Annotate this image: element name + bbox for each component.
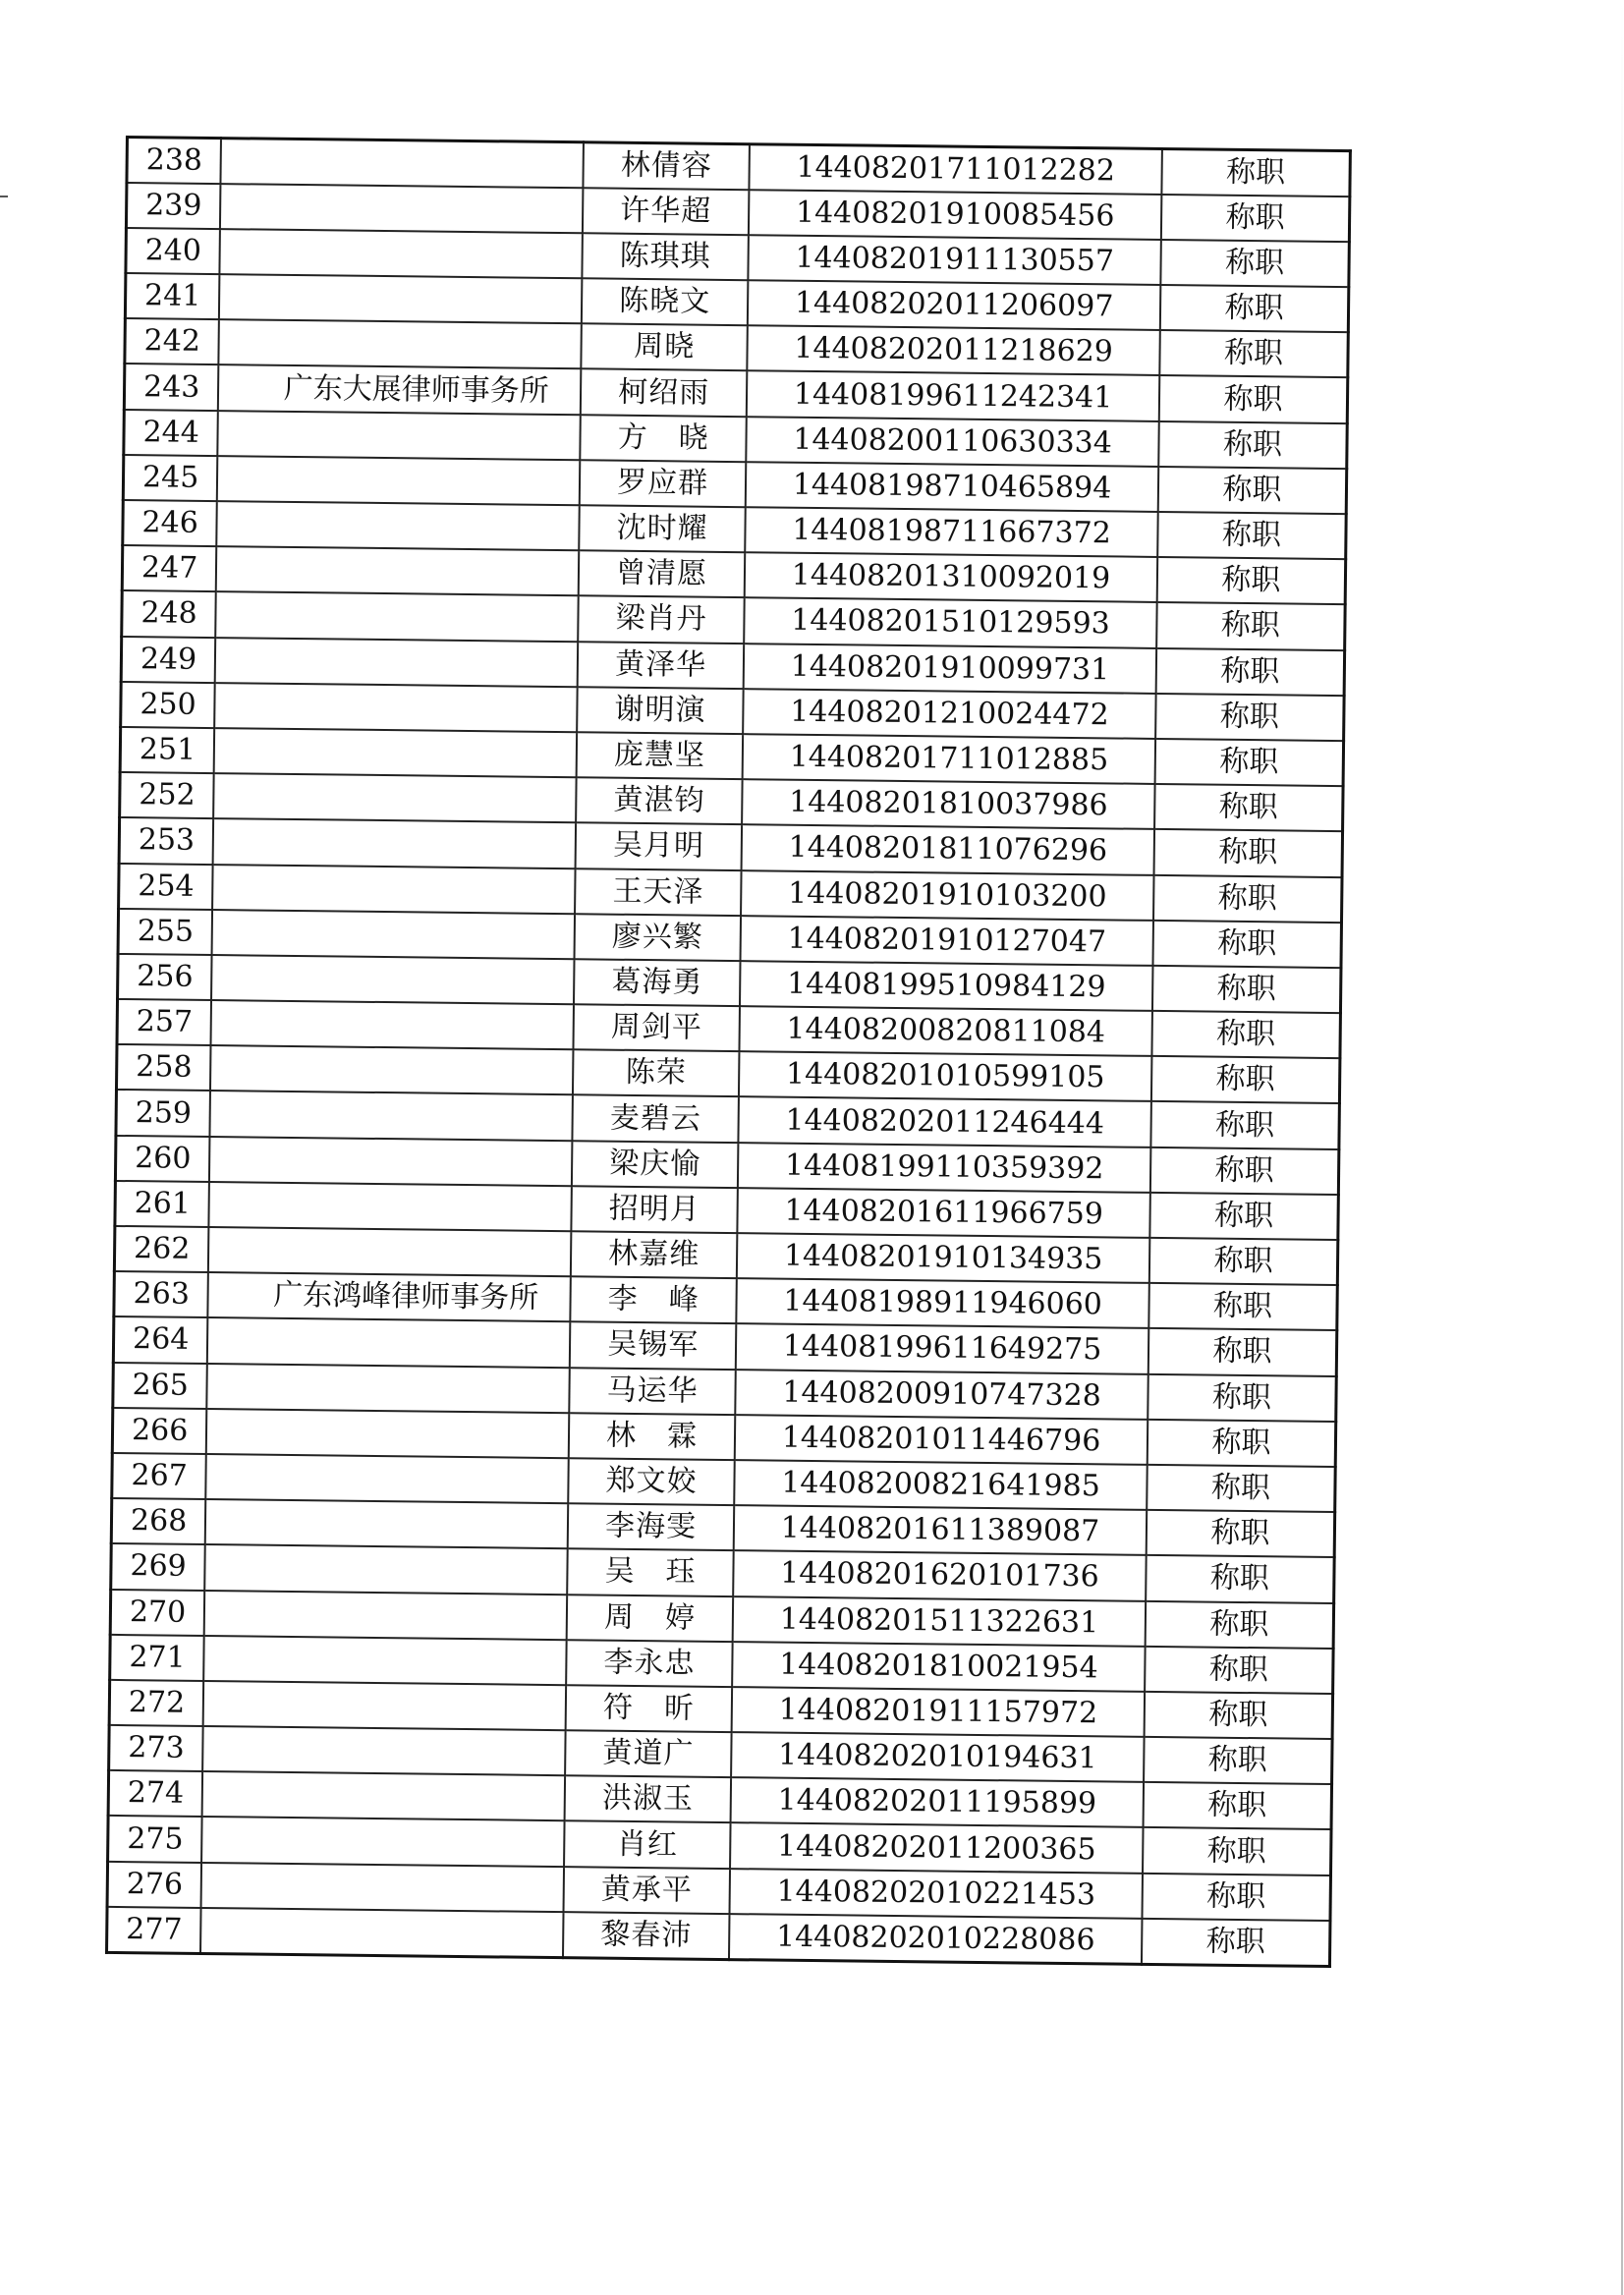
lawyer-name-cell: 黄泽华 xyxy=(578,642,745,689)
lawyer-name-cell: 马运华 xyxy=(569,1368,736,1415)
lawyer-name-cell: 周晓 xyxy=(581,324,748,371)
row-number-cell: 260 xyxy=(115,1136,209,1182)
assessment-result-cell: 称职 xyxy=(1153,874,1342,922)
assessment-result-cell: 称职 xyxy=(1144,1737,1332,1784)
license-number-cell: 14408198711667372 xyxy=(745,507,1157,557)
row-number-cell: 250 xyxy=(121,682,215,728)
license-number-cell: 14408201910103200 xyxy=(741,870,1153,921)
law-firm-cell xyxy=(208,1227,571,1276)
law-firm-cell: 广东鸿峰律师事务所 xyxy=(208,1272,571,1321)
row-number-cell: 261 xyxy=(115,1181,209,1227)
law-firm-cell xyxy=(216,546,579,595)
row-number-cell: 246 xyxy=(123,500,217,546)
law-firm-cell xyxy=(217,501,580,550)
assessment-result-cell: 称职 xyxy=(1143,1827,1331,1875)
page-edge-shadow xyxy=(1621,0,1623,2295)
row-number-cell: 268 xyxy=(111,1498,205,1544)
assessment-result-cell: 称职 xyxy=(1156,602,1345,649)
row-number-cell: 267 xyxy=(112,1453,206,1499)
row-number-cell: 251 xyxy=(120,727,214,773)
license-number-cell: 14408201811076296 xyxy=(742,824,1154,874)
law-firm-cell xyxy=(207,1317,570,1367)
lawyer-name-cell: 黄道广 xyxy=(565,1730,732,1777)
license-number-cell: 14408202010221453 xyxy=(730,1869,1143,1919)
license-number-cell: 14408201511322631 xyxy=(733,1596,1146,1647)
lawyer-name-cell: 洪淑玉 xyxy=(565,1775,732,1822)
row-number-cell: 239 xyxy=(126,183,220,229)
law-firm-cell xyxy=(203,1681,566,1730)
assessment-result-cell: 称职 xyxy=(1149,1193,1338,1240)
law-firm-cell xyxy=(211,1000,574,1049)
row-number-cell: 271 xyxy=(110,1635,204,1681)
lawyer-name-cell: 罗应群 xyxy=(580,460,747,507)
license-number-cell: 14408201911157972 xyxy=(732,1687,1145,1737)
law-firm-cell xyxy=(210,1045,573,1094)
assessment-result-cell: 称职 xyxy=(1159,330,1348,377)
license-number-cell: 14408201510129593 xyxy=(744,598,1156,648)
license-number-cell: 14408201010599105 xyxy=(739,1051,1151,1101)
lawyer-name-cell: 李永忠 xyxy=(566,1640,733,1687)
assessment-result-cell: 称职 xyxy=(1158,421,1347,469)
row-number-cell: 254 xyxy=(119,863,213,909)
license-number-cell: 14408201910099731 xyxy=(744,644,1156,694)
license-number-cell: 14408198710465894 xyxy=(746,462,1158,512)
law-firm-cell xyxy=(214,683,577,732)
assessment-result-cell: 称职 xyxy=(1148,1283,1337,1330)
row-number-cell: 266 xyxy=(112,1408,206,1454)
lawyer-name-cell: 梁庆愉 xyxy=(572,1141,739,1188)
law-firm-cell xyxy=(221,139,584,188)
lawyer-name-cell: 麦碧云 xyxy=(573,1095,740,1143)
assessment-result-cell: 称职 xyxy=(1148,1420,1336,1467)
law-firm-cell xyxy=(212,910,575,959)
margin-tick-mark xyxy=(0,196,8,197)
license-number-cell: 14408202011246444 xyxy=(739,1097,1151,1148)
row-number-cell: 253 xyxy=(119,817,213,864)
assessment-result-cell: 称职 xyxy=(1157,557,1346,604)
assessment-result-cell: 称职 xyxy=(1155,739,1344,786)
row-number-cell: 242 xyxy=(125,318,219,364)
lawyer-name-cell: 林倩容 xyxy=(584,142,751,190)
lawyer-name-cell: 黄湛钧 xyxy=(576,777,743,824)
assessment-result-cell: 称职 xyxy=(1150,1148,1339,1195)
assessment-result-cell: 称职 xyxy=(1153,829,1342,876)
license-number-cell: 14408201911130557 xyxy=(749,235,1161,285)
assessment-result-cell: 称职 xyxy=(1158,467,1347,514)
lawyer-name-cell: 林嘉维 xyxy=(571,1231,738,1278)
assessment-result-cell: 称职 xyxy=(1151,1056,1340,1103)
assessment-result-cell: 称职 xyxy=(1159,375,1348,422)
law-firm-cell xyxy=(204,1591,567,1640)
license-number-cell: 14408201711012885 xyxy=(743,734,1155,784)
license-number-cell: 14408201611389087 xyxy=(734,1505,1147,1555)
row-number-cell: 241 xyxy=(125,273,219,319)
row-number-cell: 277 xyxy=(107,1907,201,1953)
license-number-cell: 14408199611242341 xyxy=(747,371,1159,421)
license-number-cell: 14408201620101736 xyxy=(733,1550,1146,1600)
assessment-result-cell: 称职 xyxy=(1152,966,1341,1013)
license-number-cell: 14408201011446796 xyxy=(735,1415,1148,1465)
license-number-cell: 14408201611966759 xyxy=(738,1188,1150,1238)
lawyer-name-cell: 李海雯 xyxy=(568,1503,735,1550)
lawyer-name-cell: 陈晓文 xyxy=(582,278,749,325)
law-firm-cell xyxy=(217,456,580,505)
license-number-cell: 14408201810037986 xyxy=(742,779,1154,829)
law-firm-cell xyxy=(220,184,583,233)
row-number-cell: 270 xyxy=(110,1589,204,1635)
lawyer-name-cell: 庞慧坚 xyxy=(577,732,744,779)
license-number-cell: 14408200110630334 xyxy=(746,417,1158,467)
assessment-result-cell: 称职 xyxy=(1150,1101,1339,1148)
row-number-cell: 255 xyxy=(118,909,212,955)
license-number-cell: 14408202011206097 xyxy=(748,280,1160,330)
lawyer-name-cell: 许华超 xyxy=(583,188,750,235)
law-firm-cell xyxy=(209,1182,572,1231)
assessment-result-cell: 称职 xyxy=(1152,921,1341,968)
table-body xyxy=(107,138,1351,1967)
license-number-cell: 14408201810021954 xyxy=(732,1642,1145,1692)
lawyer-name-cell: 柯绍雨 xyxy=(581,369,748,417)
row-number-cell: 258 xyxy=(116,1044,210,1091)
row-number-cell: 263 xyxy=(114,1271,208,1317)
row-number-cell: 276 xyxy=(107,1862,201,1908)
law-firm-cell xyxy=(215,591,578,641)
license-number-cell: 14408202010228086 xyxy=(729,1914,1142,1964)
row-number-cell: 269 xyxy=(111,1543,205,1590)
row-number-cell: 244 xyxy=(124,410,218,456)
license-number-cell: 14408202011195899 xyxy=(731,1777,1144,1827)
license-number-cell: 14408201910127047 xyxy=(741,916,1153,966)
row-number-cell: 243 xyxy=(124,364,218,410)
lawyer-name-cell: 吴月明 xyxy=(576,823,743,870)
lawyer-name-cell: 方 晓 xyxy=(580,415,747,462)
license-number-cell: 14408201910085456 xyxy=(749,190,1161,240)
lawyer-name-cell: 沈时耀 xyxy=(579,505,746,552)
row-number-cell: 262 xyxy=(114,1226,208,1272)
assessment-result-cell: 称职 xyxy=(1151,1011,1340,1058)
law-firm-cell xyxy=(207,1364,570,1413)
law-firm-cell xyxy=(213,773,576,822)
license-number-cell: 14408202011200365 xyxy=(730,1823,1143,1874)
row-number-cell: 272 xyxy=(109,1680,203,1726)
row-number-cell: 240 xyxy=(126,228,220,274)
assessment-result-cell: 称职 xyxy=(1147,1510,1335,1557)
law-firm-cell xyxy=(206,1454,569,1503)
license-number-cell: 14408201711012282 xyxy=(750,144,1162,195)
assessment-result-cell: 称职 xyxy=(1146,1555,1334,1602)
assessment-result-cell: 称职 xyxy=(1145,1692,1333,1739)
row-number-cell: 249 xyxy=(121,637,215,683)
lawyer-name-cell: 陈荣 xyxy=(573,1049,740,1096)
lawyer-name-cell: 周剑平 xyxy=(574,1004,741,1051)
lawyer-name-cell: 曾清愿 xyxy=(579,550,746,597)
assessment-result-cell: 称职 xyxy=(1160,240,1349,287)
assessment-result-cell: 称职 xyxy=(1143,1782,1331,1829)
assessment-result-cell: 称职 xyxy=(1160,285,1349,332)
assessment-result-cell: 称职 xyxy=(1145,1647,1333,1694)
roster-table-container xyxy=(105,136,1352,1968)
law-firm-cell xyxy=(205,1499,568,1548)
law-firm-cell xyxy=(211,955,574,1004)
law-firm-cell xyxy=(218,411,581,460)
row-number-cell: 274 xyxy=(108,1770,202,1817)
law-firm-cell xyxy=(209,1137,572,1186)
lawyer-name-cell: 林 霖 xyxy=(569,1413,736,1460)
lawyer-name-cell: 吴 珏 xyxy=(567,1549,734,1596)
license-number-cell: 14408200821641985 xyxy=(734,1460,1147,1510)
assessment-result-cell: 称职 xyxy=(1148,1328,1337,1375)
license-number-cell: 14408198911946060 xyxy=(737,1278,1149,1328)
assessment-result-cell: 称职 xyxy=(1149,1238,1338,1285)
lawyer-name-cell: 符 昕 xyxy=(566,1685,733,1732)
row-number-cell: 265 xyxy=(113,1362,207,1408)
license-number-cell: 14408201210024472 xyxy=(743,689,1155,739)
lawyer-name-cell: 黎春沛 xyxy=(563,1912,730,1959)
row-number-cell: 264 xyxy=(113,1316,207,1363)
assessment-result-cell: 称职 xyxy=(1157,512,1346,559)
row-number-cell: 256 xyxy=(118,954,212,1000)
law-firm-cell xyxy=(212,865,575,914)
law-firm-cell: 广东大展律师事务所 xyxy=(218,365,581,415)
row-number-cell: 238 xyxy=(127,138,221,184)
row-number-cell: 247 xyxy=(122,545,216,591)
assessment-result-cell: 称职 xyxy=(1147,1465,1335,1512)
row-number-cell: 245 xyxy=(123,455,217,501)
lawyer-name-cell: 肖红 xyxy=(564,1821,731,1869)
lawyer-name-cell: 陈琪琪 xyxy=(582,233,749,280)
law-firm-cell xyxy=(204,1544,567,1594)
assessment-result-cell: 称职 xyxy=(1142,1919,1330,1966)
law-firm-cell xyxy=(214,728,577,777)
lawyer-name-cell: 李 峰 xyxy=(570,1276,737,1323)
law-firm-cell xyxy=(202,1726,565,1775)
license-number-cell: 14408199510984129 xyxy=(740,961,1152,1011)
assessment-result-cell: 称职 xyxy=(1161,148,1350,196)
law-firm-cell xyxy=(200,1908,563,1957)
lawyer-name-cell: 谢明演 xyxy=(577,687,744,734)
lawyer-name-cell: 黄承平 xyxy=(564,1867,731,1914)
law-firm-cell xyxy=(219,319,582,368)
lawyer-assessment-table xyxy=(105,136,1352,1968)
lawyer-name-cell: 郑文姣 xyxy=(568,1458,735,1505)
assessment-result-cell: 称职 xyxy=(1142,1873,1330,1920)
assessment-result-cell: 称职 xyxy=(1154,784,1343,831)
row-number-cell: 257 xyxy=(117,999,211,1045)
lawyer-name-cell: 廖兴繁 xyxy=(575,914,742,961)
license-number-cell: 14408200910747328 xyxy=(735,1370,1148,1420)
lawyer-name-cell: 周 婷 xyxy=(567,1595,734,1642)
license-number-cell: 14408202011218629 xyxy=(748,325,1160,375)
row-number-cell: 259 xyxy=(116,1090,210,1136)
law-firm-cell xyxy=(219,274,582,323)
assessment-result-cell: 称职 xyxy=(1156,647,1345,695)
law-firm-cell xyxy=(201,1863,564,1912)
license-number-cell: 14408199611649275 xyxy=(736,1324,1148,1374)
assessment-result-cell: 称职 xyxy=(1146,1600,1334,1648)
license-number-cell: 14408201910134935 xyxy=(737,1233,1149,1283)
assessment-result-cell: 称职 xyxy=(1161,195,1350,242)
row-number-cell: 248 xyxy=(122,590,216,637)
law-firm-cell xyxy=(215,638,578,687)
license-number-cell: 14408199110359392 xyxy=(738,1143,1150,1193)
license-number-cell: 14408202010194631 xyxy=(731,1732,1144,1782)
law-firm-cell xyxy=(203,1636,566,1685)
row-number-cell: 273 xyxy=(109,1725,203,1771)
license-number-cell: 14408200820811084 xyxy=(740,1006,1152,1056)
license-number-cell: 14408201310092019 xyxy=(745,552,1157,602)
lawyer-name-cell: 吴锡军 xyxy=(570,1322,737,1370)
assessment-result-cell: 称职 xyxy=(1155,694,1344,741)
lawyer-name-cell: 王天泽 xyxy=(575,868,742,916)
law-firm-cell xyxy=(202,1771,565,1820)
law-firm-cell xyxy=(220,229,583,278)
row-number-cell: 252 xyxy=(120,772,214,818)
lawyer-name-cell: 葛海勇 xyxy=(574,959,741,1006)
law-firm-cell xyxy=(206,1409,569,1458)
law-firm-cell xyxy=(210,1091,573,1140)
lawyer-name-cell: 梁肖丹 xyxy=(578,596,745,644)
law-firm-cell xyxy=(213,818,576,868)
assessment-result-cell: 称职 xyxy=(1148,1373,1336,1421)
lawyer-name-cell: 招明月 xyxy=(571,1186,738,1233)
row-number-cell: 275 xyxy=(108,1816,202,1862)
law-firm-cell xyxy=(201,1817,564,1866)
